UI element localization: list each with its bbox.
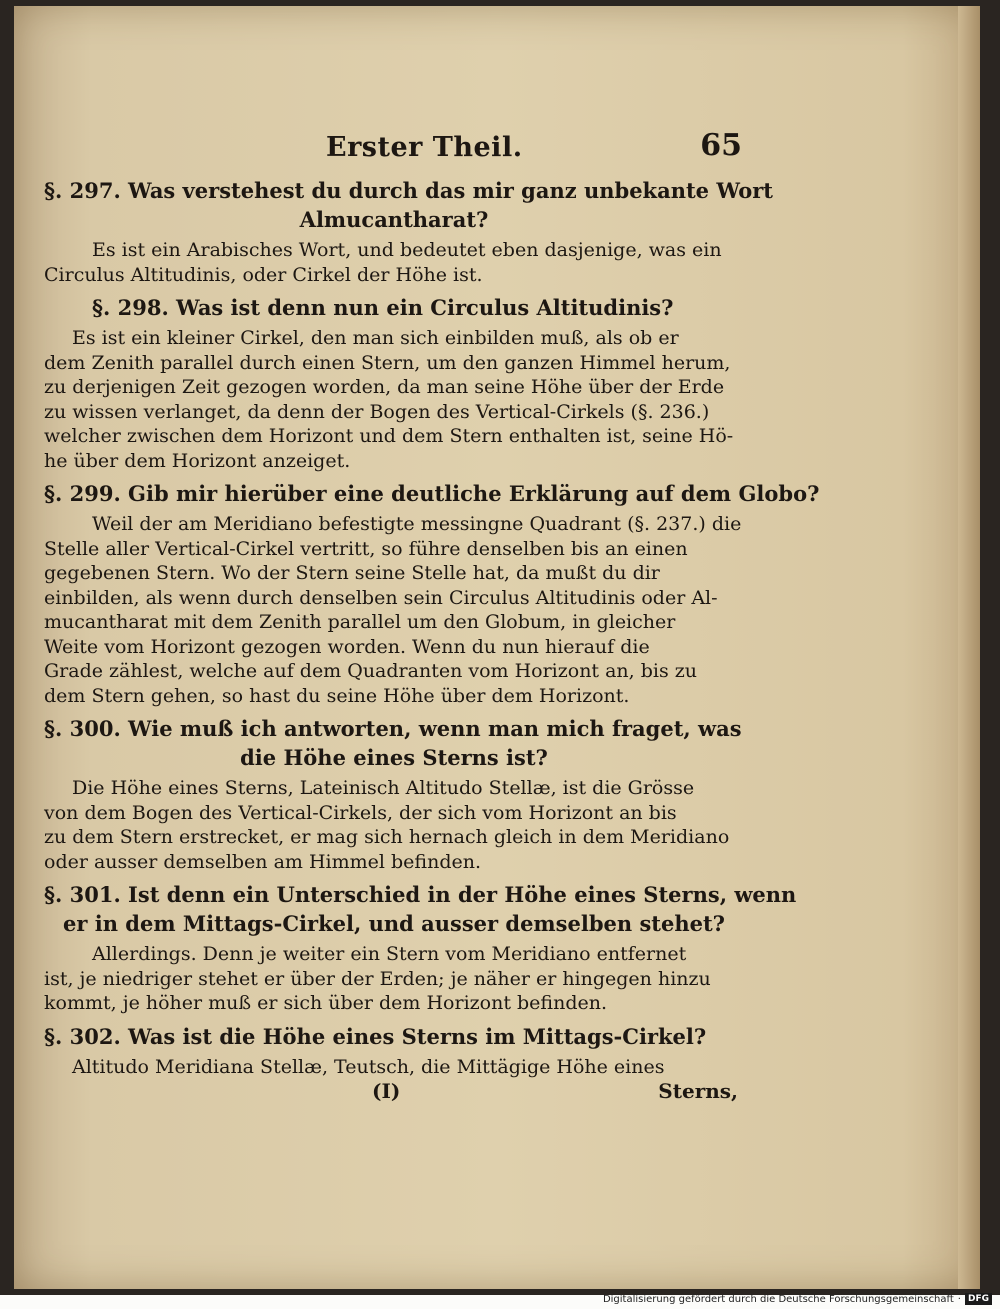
section-299-answer xyxy=(44,512,744,708)
answer-line: von dem Bogen des Vertical-Cirkels, der sich vom Horizont an bis xyxy=(44,801,677,824)
section-301-answer xyxy=(44,942,744,1016)
question-line: §. 301. Ist denn ein Unterschied in der Höhe eines Sterns, wenn xyxy=(44,882,797,907)
answer-line: Allerdings. Denn je weiter ein Stern vom Meridiano entfernet xyxy=(92,943,687,965)
question-line: §. 299. Gib mir hierüber eine deutliche Erklärung auf dem Globo? xyxy=(44,481,820,506)
digitization-credit xyxy=(603,1293,992,1305)
signature-mark: (I) xyxy=(372,1079,401,1103)
question-line: §. 300. Wie muß ich antworten, wenn man mich fraget, was xyxy=(44,716,742,741)
running-head-title: Erster Theil. xyxy=(326,132,523,163)
answer-line: Weil der am Meridiano befestigte messingne Quadrant (§. 237.) die xyxy=(92,513,742,535)
page-number: 65 xyxy=(700,128,742,163)
section-300-answer xyxy=(44,776,744,874)
section-302-question xyxy=(44,1022,744,1051)
question-line: er in dem Mittags-Cirkel, und ausser demselben stehet? xyxy=(63,911,725,936)
dfg-logo: DFG xyxy=(965,1293,992,1305)
question-line: §. 298. Was ist denn nun ein Circulus Altitudinis? xyxy=(92,295,674,320)
answer-line: ist, je niedriger stehet er über der Erden; je näher er hingegen hinzu xyxy=(44,967,711,990)
answer-line: einbilden, als wenn durch denselben sein Circulus Altitudinis oder Al- xyxy=(44,586,718,609)
answer-line: mucantharat mit dem Zenith parallel um den Globum, in gleicher xyxy=(44,611,676,633)
section-299-question xyxy=(44,479,820,508)
section-302-answer xyxy=(44,1055,744,1080)
question-line: Almucantharat? xyxy=(299,207,489,232)
answer-line: Stelle aller Vertical-Cirkel vertritt, so führe denselben bis an einen xyxy=(44,537,688,560)
separator: · xyxy=(957,1293,961,1305)
answer-line: dem Stern gehen, so hast du seine Höhe über dem Horizont. xyxy=(44,684,630,707)
answer-line: Weite vom Horizont gezogen worden. Wenn du nun hierauf die xyxy=(44,635,650,658)
answer-line: Die Höhe eines Sterns, Lateinisch Altitudo Stellæ, ist die Grösse xyxy=(72,777,695,799)
credit-text: Digitalisierung gefördert durch die Deutsche Forschungsgemeinschaft xyxy=(602,1293,954,1305)
section-297-question xyxy=(44,176,773,234)
catchword: Sterns, xyxy=(658,1079,738,1103)
text-block xyxy=(44,126,820,1109)
answer-line: dem Zenith parallel durch einen Stern, um den ganzen Himmel herum, xyxy=(44,351,731,374)
answer-line: gegebenen Stern. Wo der Stern seine Stelle hat, da mußt du dir xyxy=(44,562,660,584)
answer-line: Altitudo Meridiana Stellæ, Teutsch, die Mittägige Höhe eines xyxy=(72,1055,665,1078)
question-line: §. 302. Was ist die Höhe eines Sterns im Mittags-Cirkel? xyxy=(44,1023,707,1049)
running-head xyxy=(44,126,744,170)
question-line: §. 297. Was verstehest du durch das mir ganz unbekante Wort xyxy=(44,178,773,203)
answer-line: zu derjenigen Zeit gezogen worden, da man seine Höhe über der Erde xyxy=(44,376,725,398)
section-301-question xyxy=(44,880,797,938)
answer-line: Es ist ein kleiner Cirkel, den man sich einbilden muß, als ob er xyxy=(72,327,679,349)
section-297-answer xyxy=(44,238,744,287)
answer-line: zu wissen verlanget, da denn der Bogen des Vertical-Cirkels (§. 236.) xyxy=(44,400,710,423)
answer-line: Circulus Altitudinis, oder Cirkel der Höhe ist. xyxy=(44,263,483,286)
question-line: die Höhe eines Sterns ist? xyxy=(240,745,548,770)
answer-line: Grade zählest, welche auf dem Quadranten vom Horizont an, bis zu xyxy=(44,660,698,682)
page-edge xyxy=(958,6,980,1289)
book-page xyxy=(14,6,980,1289)
section-300-question xyxy=(44,714,744,772)
section-298-question xyxy=(44,293,744,322)
section-298-answer xyxy=(44,326,744,473)
answer-line: he über dem Horizont anzeiget. xyxy=(44,449,351,472)
answer-line: zu dem Stern erstrecket, er mag sich hernach gleich in dem Meridiano xyxy=(44,826,730,848)
answer-line: Es ist ein Arabisches Wort, und bedeutet eben dasjenige, was ein xyxy=(92,239,722,261)
answer-line: welcher zwischen dem Horizont und dem Stern enthalten ist, seine Hö- xyxy=(44,425,734,447)
answer-line: oder ausser demselben am Himmel befinden. xyxy=(44,850,481,873)
answer-line: kommt, je höher muß er sich über dem Horizont befinden. xyxy=(44,992,608,1014)
page-foot xyxy=(44,1079,744,1109)
